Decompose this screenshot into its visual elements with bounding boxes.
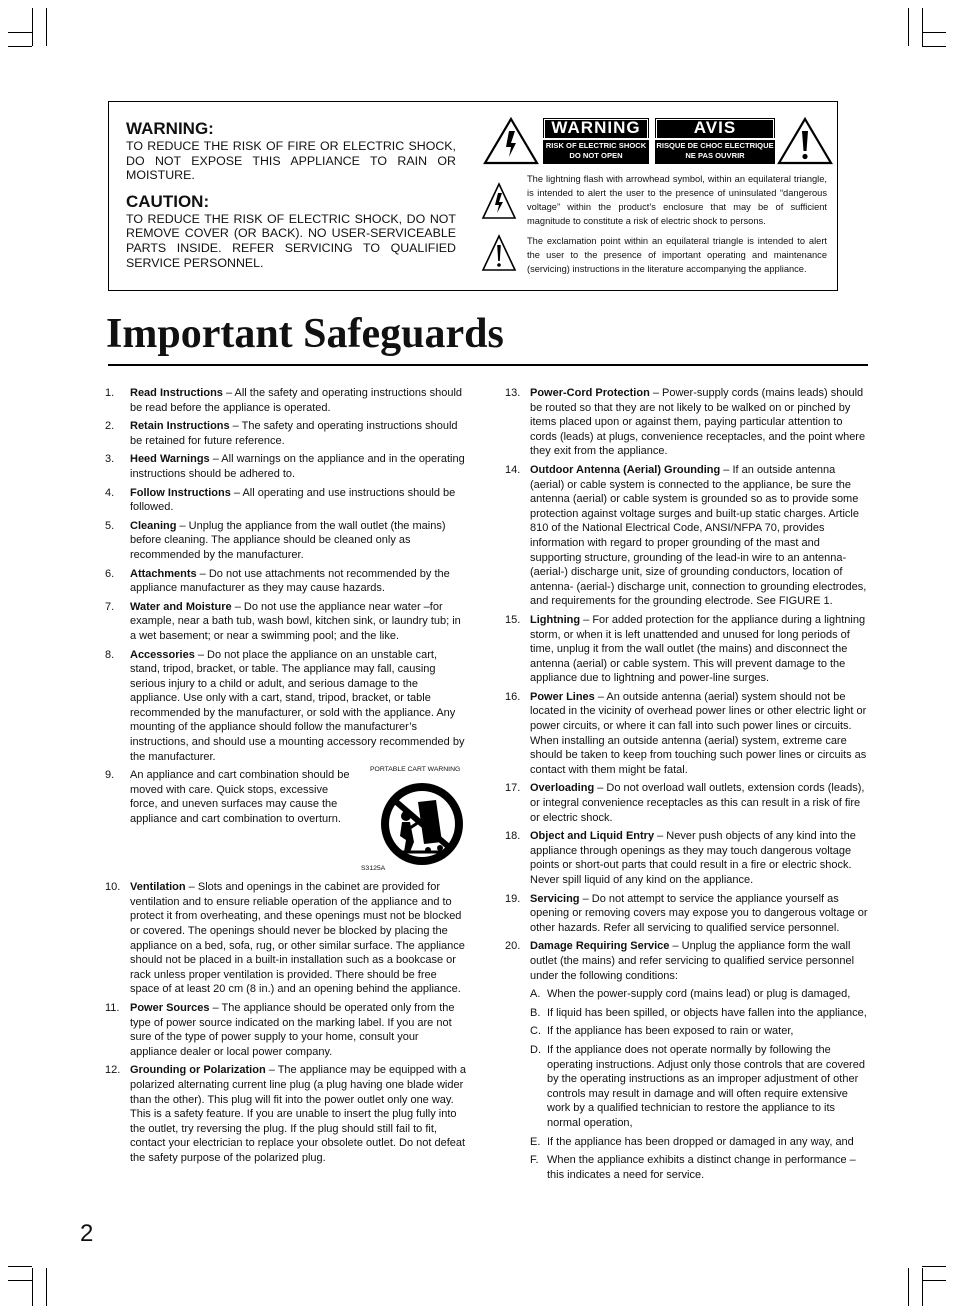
title-rule	[108, 364, 868, 366]
item-heading: Outdoor Antenna (Aerial) Grounding	[530, 463, 721, 476]
crop-mark	[908, 8, 909, 46]
crop-mark	[922, 32, 946, 33]
sub-item-text: When the appliance exhibits a distinct change in performance – this indicates a need for service.	[547, 1154, 856, 1181]
item-text: – Unplug the appliance form the wall outlet (the mains) and refer servicing to qualified service personnel under the following conditions:	[530, 940, 855, 982]
safeguard-list-left	[105, 386, 467, 764]
item-number: 11.	[105, 1002, 120, 1014]
item-number: 4.	[105, 486, 115, 499]
sub-item-letter: D.	[530, 1043, 541, 1056]
item-heading: Object and Liquid Entry	[530, 830, 655, 843]
item-heading: Damage Requiring Service	[530, 940, 670, 953]
item-text: – Do not use attachments not recommended by the appliance manufacturer as they may cause hazards.	[130, 567, 450, 595]
item-heading: Power-Cord Protection	[530, 387, 650, 399]
left-column	[105, 386, 467, 1170]
list-item	[505, 892, 868, 936]
page-number: 2	[80, 1220, 94, 1247]
item-text: – All warnings on the appliance and in the operating instructions should be adhered to.	[130, 453, 465, 480]
list-item	[505, 613, 868, 686]
item-text: – For added protection for the appliance during a lightning storm, or when it is left unattended and unused for long periods of time, unplug it from the wall outlet (the mains) and disconnect the antenna (aerial) or cable system. This will prevent damage to the appliance due to lightning and power-line surges.	[530, 613, 866, 685]
list-item	[505, 690, 868, 778]
cart-warning-icon	[378, 780, 466, 868]
item-number: 7.	[105, 600, 115, 613]
item-number: 19.	[505, 892, 521, 905]
item-number: 3.	[105, 453, 115, 466]
exclamation-symbol-text: The exclamation point within an equilateral triangle is intended to alert the user to the presence of important operating and maintenance (servicing) instructions in the literature accompanying the appliance.	[527, 236, 827, 274]
crop-mark	[908, 1268, 909, 1306]
service-conditions-list	[505, 987, 868, 1182]
sub-item-text: If the appliance has been exposed to rain or water,	[547, 1025, 794, 1038]
exclamation-triangle-icon	[777, 117, 833, 165]
crop-mark	[8, 1266, 32, 1267]
item-text: – Power-supply cords (mains leads) should be routed so that they are not likely to be walked on or pinched by items placed upon or against them, paying particular attention to cords (leads) at plugs, convenience receptacles, and the point where they exit from the appliance.	[530, 387, 866, 458]
item-text: – Do not place the appliance on an unstable cart, stand, tripod, bracket, or table. The appliance may fall, causing serious injury to a child or adult, and serious damage to the appliance. Use only with a cart, stand, tripod, bracket, or table recommended by the manufacturer, or sold with the appliance. Any mounting of the appliance should follow the manufacturer’s instructions, and should use a mounting accessory recommended by the manufacturer.	[130, 648, 465, 763]
list-item	[105, 486, 467, 515]
item-number: 16.	[505, 690, 521, 703]
lightning-triangle-icon	[483, 117, 539, 165]
lightning-triangle-small-icon	[481, 182, 517, 220]
crop-mark	[922, 46, 946, 47]
warning-text: TO REDUCE THE RISK OF FIRE OR ELECTRIC SHOCK, DO NOT EXPOSE THIS APPLIANCE TO RAIN OR MOISTURE.	[126, 139, 456, 183]
item-number: 12.	[105, 1064, 121, 1077]
cart-warning-code: S3125A	[361, 865, 386, 873]
item-text: – All the safety and operating instructions should be read before the appliance is operated.	[130, 387, 463, 414]
item-heading: Power Sources	[130, 1002, 210, 1014]
item-heading: Power Lines	[530, 690, 595, 703]
lightning-symbol-text: The lightning flash with arrowhead symbol, within an equilateral triangle, is intended to alert the user to the presence of uninsulated “dangerous voltage” within the product’s enclosure that may be of sufficient magnitude to constitute a risk of electric shock to persons.	[527, 174, 827, 226]
item-text: – If an outside antenna (aerial) or cable system is connected to the appliance, be sure the antenna (aerial) or cable system is grounded so as to provide some protection against voltage surges and built-up static charges. Article 810 of the National Electrical Code, ANSI/NFPA 70, provides information with regard to proper grounding of the mast and supporting structure, grounding of the lead-in wire to an antenna- (aerial-) discharge unit, size of grounding conductors, location of antenna- (aerial-) discharge unit, connection to grounding electrodes, and requirements for the grounding electrode. See FIGURE 1.	[530, 463, 867, 608]
crop-mark	[922, 1280, 946, 1281]
item-number: 1.	[105, 387, 115, 399]
right-column	[505, 386, 868, 1186]
sub-item-text: If the appliance does not operate normally by following the operating instructions. Adjust only those controls that are covered by the operating instructions as an improper adjustment of other controls may result in damage and will often require extensive work by a qualified technician to restore the appliance to its normal operation,	[547, 1043, 865, 1129]
item-heading: Read Instructions	[130, 387, 223, 399]
crop-mark	[8, 46, 32, 47]
item-heading: Overloading	[530, 782, 595, 795]
sub-item-letter: F.	[530, 1154, 539, 1167]
list-item	[105, 419, 467, 448]
sub-item-letter: B.	[530, 1006, 541, 1019]
item-number: 20.	[505, 940, 521, 953]
item-number: 8.	[105, 648, 115, 661]
warning-label: WARNING RISK OF ELECTRIC SHOCK DO NOT OPEN	[543, 118, 649, 164]
item-number: 10.	[105, 881, 121, 894]
item-9-text: An appliance and cart combination should be moved with care. Quick stops, excessive force, and uneven surfaces may cause the appliance and cart combination to overturn.	[130, 769, 350, 826]
item-number: 14.	[505, 463, 521, 476]
item-text: – Slots and openings in the cabinet are provided for ventilation and to ensure reliable operation of the appliance and to protect it from overheating, and these openings must not be blocked or covered. The openings should never be blocked by placing the appliance on a bed, sofa, rug, or other similar surface. The appliance should not be placed in a built-in installation such as a bookcase or rack unless proper ventilation is provided. There should be free space of at least 20 cm (8 in.) and an opening behind the appliance.	[130, 881, 465, 996]
item-text: – Do not use the appliance near water –for example, near a bath tub, wash bowl, kitchen sink, or laundry tub; in a wet basement; or near a swimming pool; and the like.	[130, 600, 461, 642]
crop-mark	[46, 8, 47, 46]
item-heading: Servicing	[530, 892, 580, 905]
item-text: – Do not attempt to service the appliance yourself as opening or removing covers may expose you to dangerous voltage or other hazards. Refer all servicing to qualified service personnel.	[530, 892, 868, 934]
item-heading: Water and Moisture	[130, 600, 232, 613]
crop-mark	[922, 1268, 923, 1306]
safeguard-list-left-2	[105, 880, 467, 1165]
item-heading: Retain Instructions	[130, 420, 230, 433]
sub-list-item	[530, 1043, 868, 1131]
item-number: 5.	[105, 519, 115, 532]
sub-list-item	[530, 1135, 868, 1150]
list-item	[105, 880, 467, 997]
list-item	[105, 567, 467, 596]
crop-mark	[8, 1280, 32, 1281]
item-text: – An outside antenna (aerial) system should not be located in the vicinity of overhead power lines or other electric light or power circuits, or where it can fall into such power lines or circuits. When installing an outside antenna (aerial) system, extreme care should be taken to keep from touching such power lines or circuits as contact with them might be fatal.	[530, 690, 867, 776]
safeguard-list-right	[505, 386, 868, 983]
item-number: 18.	[505, 830, 521, 843]
sub-item-letter: E.	[530, 1135, 541, 1148]
sub-list-item	[530, 1006, 868, 1021]
warning-heading: WARNING:	[126, 119, 214, 138]
sub-item-letter: A.	[530, 988, 541, 1001]
sub-list-item	[530, 1153, 868, 1182]
item-text: – Do not overload wall outlets, extension cords (leads), or integral convenience receptacles as this can result in a risk of fire or electric shock.	[530, 782, 865, 824]
item-text: – Unplug the appliance from the wall outlet (the mains) before cleaning. The appliance should be cleaned only as recommended by the manufacturer.	[130, 519, 446, 561]
crop-mark	[922, 8, 923, 46]
item-heading: Attachments	[130, 567, 197, 580]
sub-item-text: When the power-supply cord (mains lead) or plug is damaged,	[547, 988, 851, 1001]
list-item	[105, 519, 467, 563]
page-title: Important Safeguards	[106, 311, 504, 357]
item-text: – All operating and use instructions should be followed.	[130, 486, 456, 514]
list-item	[105, 386, 467, 415]
caution-heading: CAUTION:	[126, 191, 210, 211]
crop-mark	[922, 1266, 946, 1267]
item-heading: Accessories	[130, 648, 195, 661]
item-heading: Grounding or Polarization	[130, 1064, 266, 1077]
item-number: 15.	[505, 613, 521, 626]
list-item	[505, 781, 868, 825]
list-item	[505, 386, 868, 459]
sub-item-text: If liquid has been spilled, or objects have fallen into the appliance,	[547, 1006, 867, 1019]
item-heading: Cleaning	[130, 519, 177, 532]
list-item	[105, 648, 467, 765]
crop-mark	[46, 1268, 47, 1306]
warning-caution-text	[126, 119, 456, 279]
sub-list-item	[530, 1024, 868, 1039]
item-heading: Follow Instructions	[130, 486, 231, 499]
item-heading: Heed Warnings	[130, 453, 210, 466]
item-text: – The appliance may be equipped with a polarized alternating current line plug (a plug having one blade wider than the other). This plug will fit into the power outlet only one way. This is a safety feature. If you are unable to insert the plug fully into the outlet, try reversing the plug. If the plug should still fail to fit, contact your electrician to replace your obsolete outlet. Do not defeat the safety purpose of the polarized plug.	[130, 1064, 467, 1164]
crop-mark	[32, 8, 33, 46]
list-item	[105, 1001, 467, 1059]
item-text: – The appliance should be operated only from the type of power source indicated on the marking label. If you are not sure of the type of power supply to your home, consult your appliance dealer or local power company.	[130, 1002, 455, 1058]
list-item	[505, 939, 868, 983]
sub-list-item	[530, 987, 868, 1002]
list-item	[105, 452, 467, 481]
item-heading: Lightning	[530, 613, 581, 626]
cart-warning-caption: PORTABLE CART WARNING	[370, 766, 461, 774]
list-item	[105, 1063, 467, 1165]
item-text: – The safety and operating instructions should be retained for future reference.	[130, 420, 458, 447]
crop-mark	[8, 32, 32, 33]
item-number: 6.	[105, 567, 115, 580]
item-number: 17.	[505, 782, 521, 795]
item-text: – Never push objects of any kind into the appliance through openings as they may touch dangerous voltage points or short-out parts that could result in a fire or electric shock. Never spill liquid of any kind on the appliance.	[530, 830, 856, 886]
sub-item-text: If the appliance has been dropped or damaged in any way, and	[547, 1135, 854, 1148]
caution-text: TO REDUCE THE RISK OF ELECTRIC SHOCK, DO NOT REMOVE COVER (OR BACK). NO USER-SERVICEABLE PARTS INSIDE. REFER SERVICING TO QUALIFIED SERVICE PERSONNEL.	[126, 211, 456, 270]
list-item: 9. An appliance and cart combination should be moved with care. Quick stops, excessive force, and uneven surfaces may cause the appliance and cart combination to overturn. PORTABLE CART WARNING S3125A	[105, 768, 467, 876]
list-item	[505, 463, 868, 609]
warning-box	[108, 101, 838, 291]
item-number: 13.	[505, 387, 521, 399]
item-heading: Ventilation	[130, 881, 186, 894]
avis-label: AVIS RISQUE DE CHOC ELECTRIQUE NE PAS OUVRIR	[655, 118, 775, 164]
sub-item-letter: C.	[530, 1025, 541, 1038]
crop-mark	[32, 1268, 33, 1306]
exclamation-triangle-small-icon	[481, 234, 517, 272]
list-item	[105, 600, 467, 644]
item-number: 2.	[105, 420, 115, 433]
list-item	[505, 829, 868, 887]
